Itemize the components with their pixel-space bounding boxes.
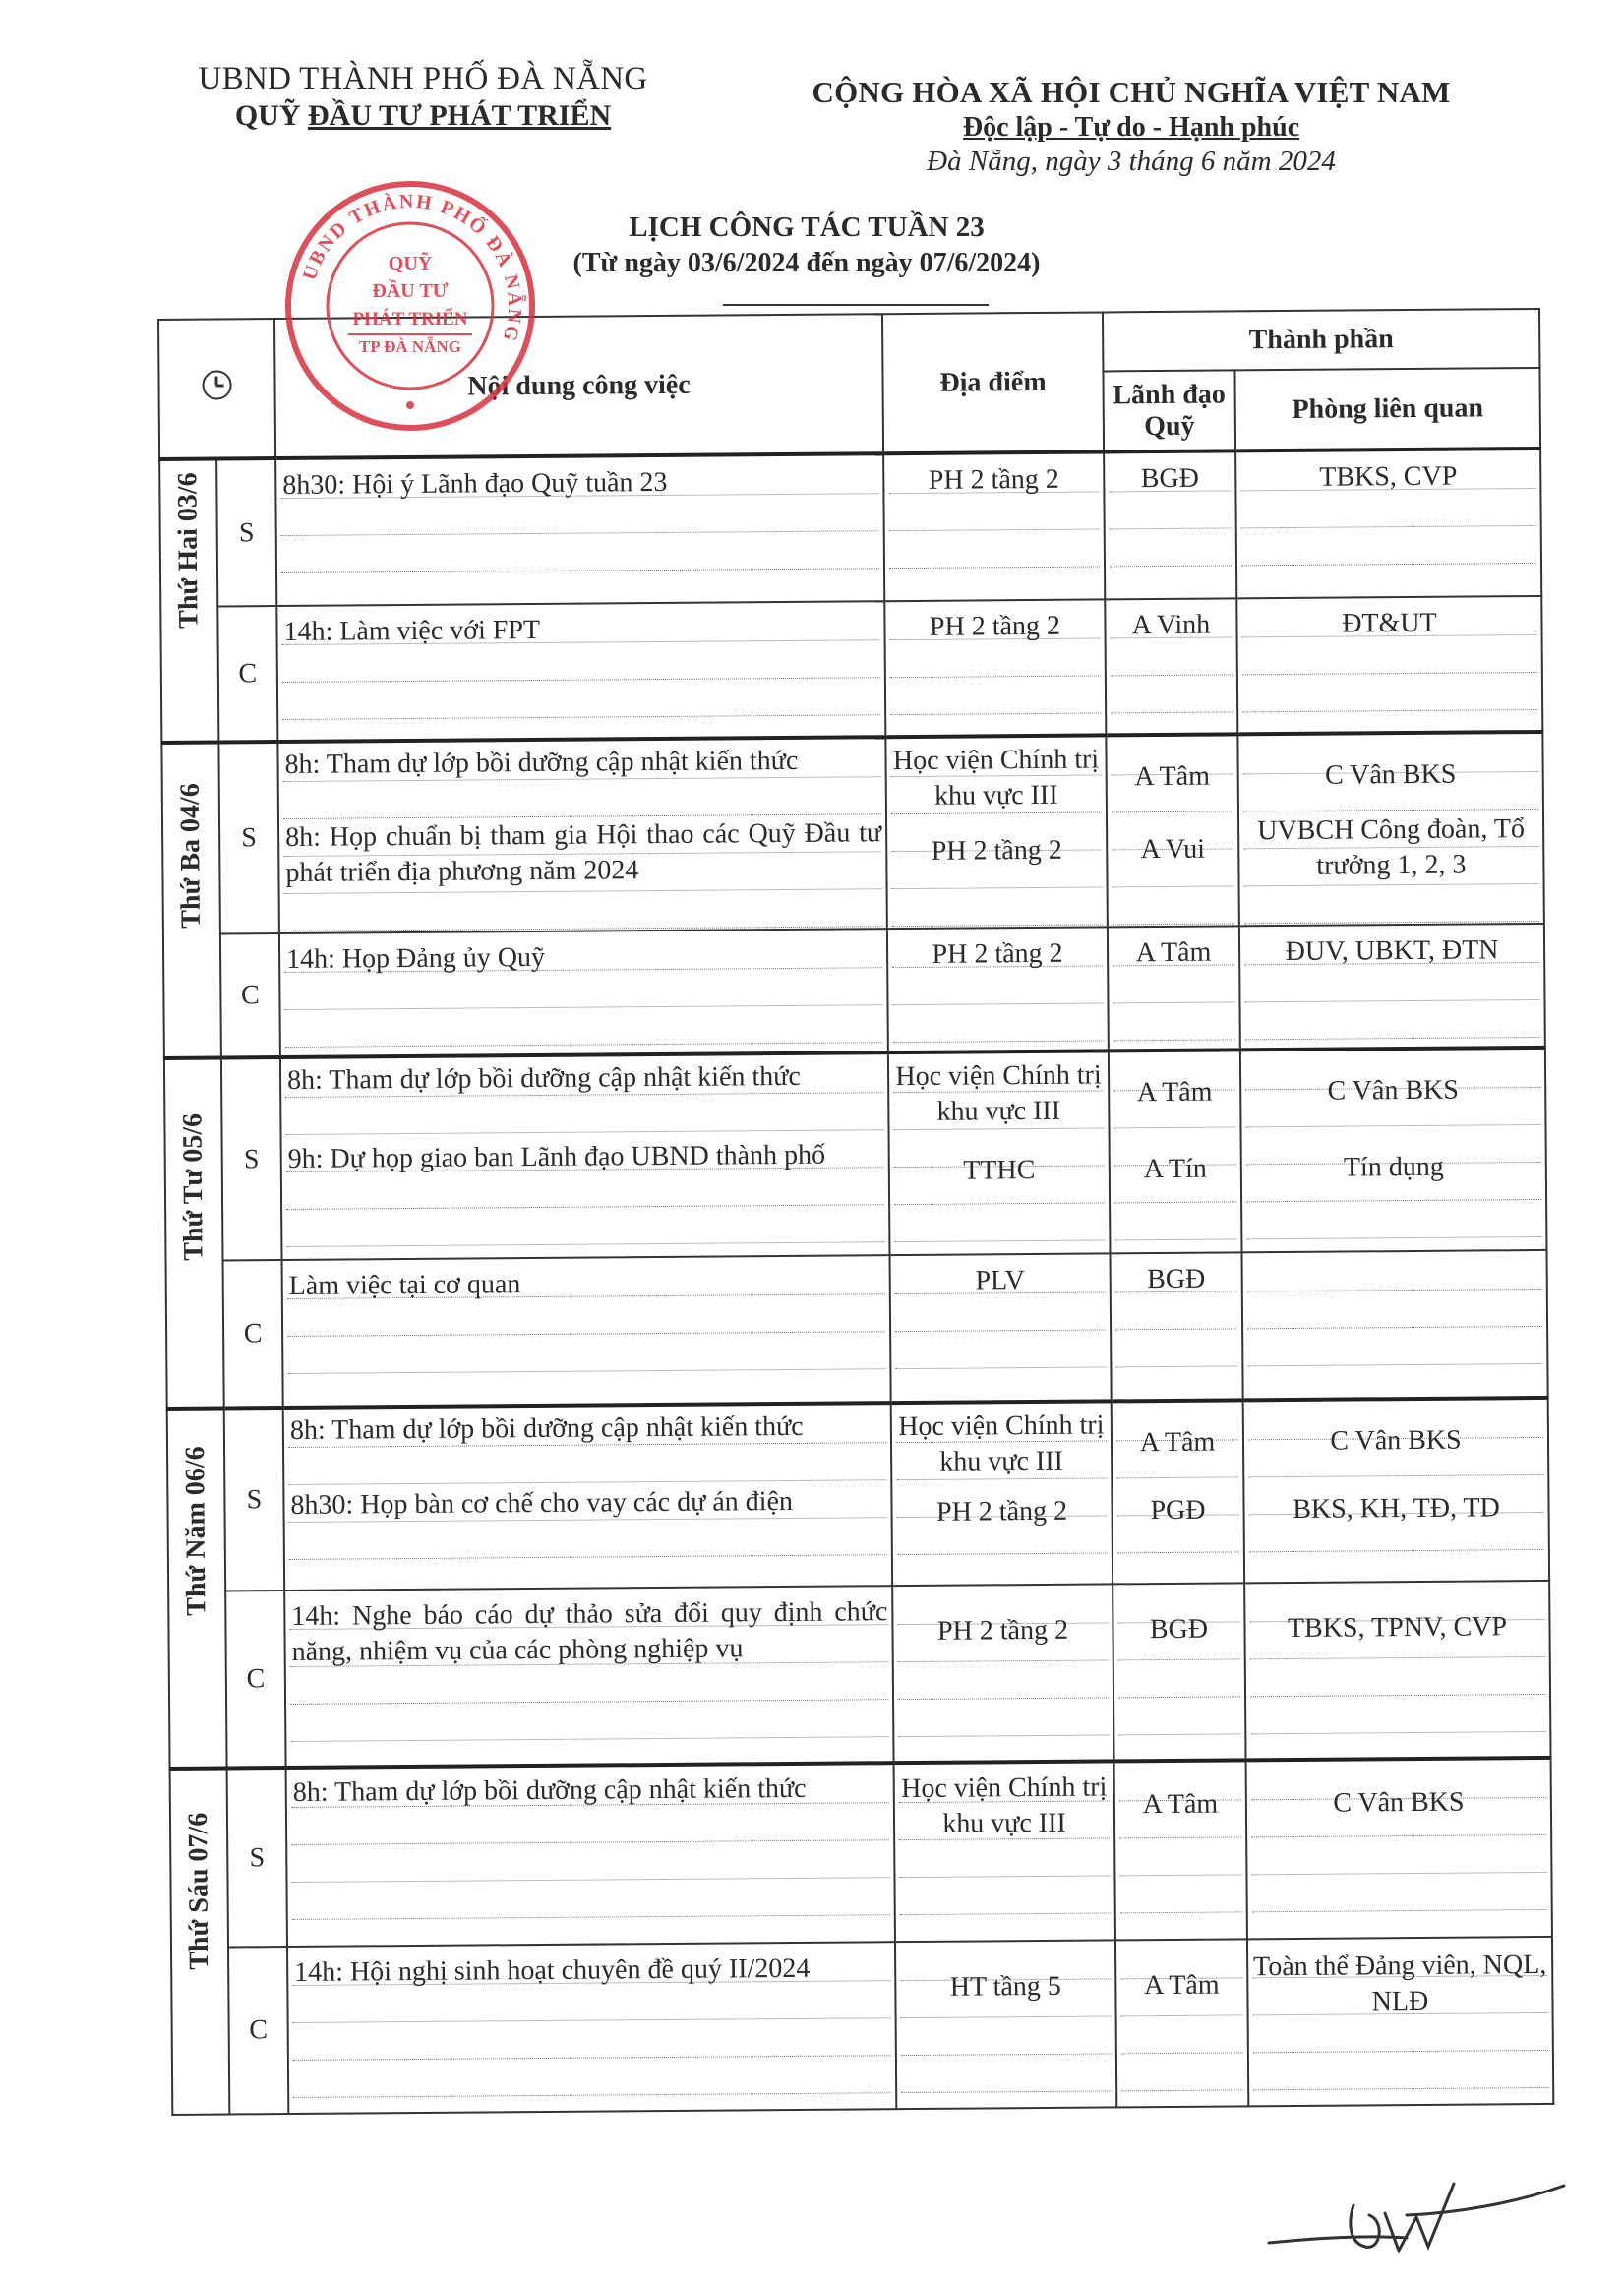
dotted-guide-line	[286, 1241, 884, 1247]
task-text: 8h30: Hội ý Lãnh đạo Quỹ tuần 23	[282, 466, 668, 502]
task-cell	[276, 601, 885, 742]
dotted-guide-line	[1245, 1037, 1540, 1040]
department-text: C Vân BKS	[1333, 1786, 1465, 1819]
dotted-guide-line	[1241, 525, 1536, 528]
session-code: C	[220, 933, 280, 1057]
header-leader	[1103, 370, 1235, 451]
task-text: 8h: Tham dự lớp bồi dưỡng cập nhật kiến thức	[292, 1772, 807, 1808]
department-cell	[1240, 1048, 1547, 1252]
dotted-guide-line	[293, 2092, 891, 2098]
location-cell	[894, 1761, 1115, 1942]
department-cell	[1241, 1250, 1547, 1400]
leader-cell	[1115, 1939, 1248, 2107]
dotted-guide-line	[894, 1239, 1105, 1242]
department-cell	[1246, 1758, 1552, 1939]
day-label: Thứ Tư 05/6	[177, 1112, 210, 1261]
dotted-guide-line	[1117, 1551, 1239, 1553]
session-code: C	[225, 1591, 285, 1768]
header-leader-line2: Quỹ	[1144, 410, 1195, 442]
schedule-row	[168, 1581, 1550, 1769]
dotted-guide-line	[1251, 1872, 1546, 1875]
schedule-row	[159, 449, 1541, 607]
session-code: C	[228, 1947, 288, 2114]
header-content: Nội dung công việc	[274, 314, 883, 458]
issuer-parent: UBND THÀNH PHỐ ĐÀ NẴNG	[198, 61, 648, 96]
day-label: Thứ Năm 06/6	[180, 1446, 212, 1616]
department-text	[1243, 1259, 1546, 1261]
dotted-guide-line	[893, 1040, 1104, 1043]
schedule-row	[160, 596, 1542, 743]
dotted-guide-line	[1113, 1001, 1234, 1003]
issuer-block	[148, 61, 698, 133]
department-text: Toàn thể Đảng viên, NQL, NLĐ	[1252, 1949, 1547, 2017]
leader-cell	[1104, 450, 1236, 599]
department-text: C Vân BKS	[1324, 758, 1457, 791]
dotted-guide-line	[901, 2090, 1112, 2093]
document-date: Đà Nẵng, ngày 3 tháng 6 năm 2024	[927, 146, 1336, 177]
schedule-table	[157, 308, 1554, 2116]
dotted-guide-line	[898, 1697, 1109, 1700]
leader-text: A Tâm	[1139, 1426, 1216, 1459]
dotted-guide-line	[895, 1366, 1106, 1369]
schedule-table-wrapper	[157, 308, 1552, 2134]
leader-cell	[1105, 598, 1237, 735]
dotted-guide-line	[291, 1877, 889, 1883]
national-header	[767, 75, 1495, 178]
dotted-guide-line	[1121, 2052, 1243, 2054]
dotted-guide-line	[1113, 1039, 1235, 1041]
location-text: PH 2 tầng 2	[929, 610, 1061, 642]
dotted-guide-line	[1111, 711, 1233, 713]
day-label: Thứ Hai 03/6	[172, 472, 205, 629]
dotted-guide-line	[897, 1552, 1108, 1555]
department-cell	[1247, 1937, 1553, 2106]
department-cell	[1237, 732, 1544, 926]
dotted-guide-line	[1118, 1696, 1240, 1698]
day-label-cell	[170, 1768, 230, 2114]
leader-text: A Vui	[1140, 833, 1206, 866]
task-text: 8h: Họp chuẩn bị tham gia Hội thao các Quỹ Đầu tư phát triển địa phương năm 2024	[285, 817, 882, 888]
leader-text: BGĐ	[1149, 1613, 1209, 1646]
seal-line-1: QUỸ	[388, 253, 433, 274]
location-text: PH 2 tầng 2	[931, 834, 1062, 867]
location-cell	[892, 1584, 1113, 1763]
dotted-guide-line	[1115, 1328, 1237, 1330]
location-text: Học viện Chính trị khu vực III	[892, 744, 1100, 811]
location-text: PH 2 tầng 2	[935, 1495, 1068, 1528]
dotted-guide-line	[899, 1875, 1110, 1878]
session-code: S	[218, 742, 279, 933]
dotted-guide-line	[1244, 999, 1539, 1002]
location-text: Học viện Chính trị khu vực III	[901, 1772, 1108, 1839]
dotted-guide-line	[892, 1002, 1103, 1005]
task-text: 9h: Dự họp giao ban Lãnh đạo UBND thành phố	[287, 1139, 826, 1174]
department-cell	[1236, 596, 1542, 734]
task-text: 14h: Làm việc với FPT	[283, 614, 541, 648]
location-cell	[884, 599, 1106, 737]
session-code: C	[217, 606, 277, 742]
header-department: Phòng liên quan	[1234, 368, 1540, 450]
leader-text: A Tâm	[1142, 1788, 1219, 1821]
dotted-guide-line	[1247, 1363, 1542, 1366]
dotted-guide-line	[1110, 565, 1232, 567]
session-code: S	[224, 1408, 284, 1591]
task-cell	[277, 737, 887, 933]
dotted-guide-line	[1111, 674, 1233, 676]
location-text: TTHC	[963, 1155, 1036, 1186]
leader-text: A Tâm	[1136, 1076, 1213, 1109]
location-text: PLV	[975, 1265, 1025, 1296]
dotted-guide-line	[1121, 2089, 1243, 2091]
department-text: UVBCH Công đoàn, Tổ trưởng 1, 2, 3	[1257, 813, 1526, 881]
dotted-guide-line	[1119, 1874, 1241, 1876]
dotted-guide-line	[1252, 1909, 1547, 1912]
dotted-guide-line	[895, 1329, 1106, 1332]
schedule-row	[164, 1048, 1547, 1261]
schedule-row	[166, 1250, 1548, 1409]
department-cell	[1244, 1581, 1550, 1760]
dotted-guide-line	[286, 1204, 884, 1210]
location-text: HT tầng 5	[949, 1970, 1061, 2003]
day-label: Thứ Sáu 07/6	[182, 1812, 215, 1970]
seal-line-3: PHÁT TRIỂN	[352, 309, 468, 330]
dotted-guide-line	[287, 1368, 885, 1374]
day-label-cell	[164, 1058, 224, 1409]
task-cell	[287, 1942, 896, 2114]
schedule-row	[161, 732, 1544, 934]
leader-cell	[1108, 926, 1240, 1051]
schedule-row	[167, 1398, 1549, 1591]
leader-cell	[1112, 1400, 1244, 1584]
header-location: Địa điểm	[882, 312, 1104, 453]
department-text: C Vân BKS	[1330, 1424, 1462, 1457]
title-underline	[723, 304, 989, 306]
leader-cell	[1106, 734, 1239, 927]
issuer-name-prefix: QUỸ	[234, 99, 309, 132]
dotted-guide-line	[1242, 709, 1537, 712]
dotted-guide-line	[1253, 2050, 1548, 2053]
department-text: Tín dụng	[1343, 1151, 1444, 1183]
dotted-guide-line	[293, 2055, 891, 2061]
dotted-guide-line	[291, 1839, 889, 1845]
task-cell	[279, 929, 888, 1057]
dotted-guide-line	[281, 530, 879, 536]
dotted-guide-line	[281, 568, 879, 573]
header-composition: Thành phần	[1103, 309, 1539, 371]
dotted-guide-line	[1120, 1911, 1242, 1913]
task-cell	[283, 1403, 892, 1591]
location-text: PH 2 tầng 2	[932, 937, 1063, 970]
dotted-guide-line	[889, 528, 1100, 531]
location-cell	[895, 1940, 1116, 2109]
title-line1: LỊCH CÔNG TÁC TUẦN 23	[629, 211, 985, 243]
location-cell	[887, 927, 1109, 1052]
dotted-guide-line	[1247, 1289, 1542, 1291]
dotted-guide-line	[285, 1004, 883, 1010]
department-text: ĐUV, UBKT, ĐTN	[1285, 934, 1499, 968]
department-text: ĐT&UT	[1342, 607, 1437, 639]
official-seal	[281, 177, 539, 435]
dotted-guide-line	[1250, 1694, 1545, 1697]
dotted-guide-line	[290, 1699, 888, 1705]
task-cell	[282, 1255, 891, 1408]
dotted-guide-line	[282, 714, 880, 720]
country-name: CỘNG HÒA XÃ HỘI CHỦ NGHĨA VIỆT NAM	[812, 75, 1451, 109]
header-leader-line1: Lãnh đạo	[1113, 378, 1226, 410]
department-text: TBKS, CVP	[1319, 460, 1458, 493]
dotted-guide-line	[292, 1914, 890, 1920]
day-label: Thứ Ba 04/6	[174, 782, 207, 929]
location-cell	[890, 1253, 1112, 1403]
location-text: PH 2 tầng 2	[928, 463, 1059, 496]
dotted-guide-line	[900, 1912, 1111, 1915]
dotted-guide-line	[293, 2017, 891, 2023]
leader-text: A Tâm	[1134, 760, 1211, 793]
department-text: TBKS, TPNV, CVP	[1287, 1611, 1508, 1645]
dotted-guide-line	[1253, 2087, 1548, 2090]
day-label-cell	[167, 1409, 227, 1769]
dotted-guide-line	[289, 1554, 887, 1560]
task-cell	[280, 1052, 890, 1260]
task-cell	[286, 1763, 895, 1947]
session-code: C	[223, 1260, 283, 1408]
day-label-cell	[161, 743, 221, 1058]
clock-icon	[202, 370, 231, 399]
task-text: 8h: Tham dự lớp bồi dưỡng cập nhật kiến thức	[284, 745, 799, 780]
location-cell	[891, 1401, 1113, 1586]
issuer-name	[148, 99, 698, 133]
location-text: PH 2 tầng 2	[936, 1614, 1069, 1647]
seal-ring-text: UBND THÀNH PHỐ ĐÀ NẴNG	[298, 190, 526, 346]
session-code: S	[227, 1768, 287, 1947]
department-cell	[1235, 449, 1541, 598]
schedule-row	[171, 1937, 1553, 2115]
session-code: S	[216, 458, 276, 606]
schedule-row	[163, 924, 1545, 1058]
dotted-guide-line	[287, 1331, 885, 1337]
dotted-guide-line	[889, 566, 1100, 569]
task-text: 8h: Tham dự lớp bồi dưỡng cập nhật kiến thức	[286, 1060, 801, 1096]
leader-text: BGĐ	[1140, 462, 1199, 495]
dotted-guide-line	[1241, 563, 1536, 566]
department-text: BKS, KH, TĐ, TD	[1293, 1492, 1500, 1525]
location-cell	[885, 735, 1108, 929]
dotted-guide-line	[282, 677, 880, 683]
location-cell	[888, 1051, 1111, 1255]
dotted-guide-line	[901, 2053, 1112, 2056]
day-label-cell	[159, 459, 218, 743]
dotted-guide-line	[898, 1734, 1109, 1737]
leader-text: A Tâm	[1143, 1969, 1220, 2002]
leader-cell	[1114, 1760, 1247, 1940]
dotted-guide-line	[890, 712, 1101, 715]
dotted-guide-line	[1249, 1549, 1544, 1552]
leader-text: A Tâm	[1135, 936, 1212, 969]
dotted-guide-line	[1113, 923, 1234, 925]
dotted-guide-line	[1118, 1733, 1240, 1735]
issuer-name-underlined: ĐẦU TƯ PHÁT TRIỂN	[308, 99, 612, 132]
task-text: 14h: Họp Đảng ủy Quỹ	[285, 941, 546, 975]
seal-line-2: ĐẦU TƯ	[372, 280, 449, 302]
task-cell	[275, 453, 884, 606]
location-text: Học viện Chính trị khu vực III	[898, 1410, 1105, 1477]
department-cell	[1243, 1398, 1549, 1583]
leader-text: A Vinh	[1131, 609, 1211, 641]
dotted-guide-line	[1115, 1365, 1237, 1367]
seal-line-4: TP ĐÀ NẴNG	[359, 337, 461, 356]
dotted-guide-line	[1250, 1731, 1545, 1734]
dotted-guide-line	[890, 675, 1101, 678]
schedule-row	[170, 1758, 1552, 1948]
title-line2: (Từ ngày 03/6/2024 đến ngày 07/6/2024)	[572, 248, 1041, 278]
task-text: Làm việc tại cơ quan	[288, 1269, 521, 1301]
leader-cell	[1113, 1583, 1245, 1761]
location-cell	[883, 451, 1105, 601]
dotted-guide-line	[286, 1129, 884, 1135]
task-text: 8h: Tham dự lớp bồi dưỡng cập nhật kiến thức	[289, 1411, 804, 1446]
session-code: S	[221, 1057, 282, 1260]
leader-text: PGĐ	[1150, 1494, 1206, 1527]
leader-text: A Tín	[1143, 1153, 1207, 1185]
dotted-guide-line	[1246, 1236, 1541, 1239]
task-text: 14h: Hội nghị sinh hoạt chuyên đề quý II/2024	[294, 1952, 811, 1988]
department-cell	[1239, 924, 1545, 1050]
dotted-guide-line	[290, 1736, 888, 1742]
header-clock-cell	[158, 319, 275, 459]
department-text: C Vân BKS	[1327, 1074, 1459, 1107]
dotted-guide-line	[1110, 527, 1232, 529]
signature	[1259, 2144, 1584, 2262]
dotted-guide-line	[1114, 1238, 1236, 1240]
dotted-guide-line	[1247, 1326, 1542, 1329]
task-cell	[284, 1586, 893, 1768]
dotted-guide-line	[1242, 672, 1537, 675]
dotted-guide-line	[285, 1042, 883, 1048]
task-text: 14h: Nghe báo cáo dự thảo sửa đổi quy định chức năng, nhiệm vụ của các phòng nghiệp vụ	[291, 1596, 888, 1667]
leader-cell	[1109, 1050, 1242, 1253]
location-text: Học viện Chính trị khu vực III	[895, 1059, 1102, 1127]
task-text: 8h30: Họp bàn cơ chế cho vay các dự án điện	[290, 1485, 794, 1521]
leader-cell	[1110, 1252, 1242, 1401]
leader-text: BGĐ	[1147, 1263, 1206, 1295]
motto: Độc lập - Tự do - Hạnh phúc	[962, 112, 1300, 143]
